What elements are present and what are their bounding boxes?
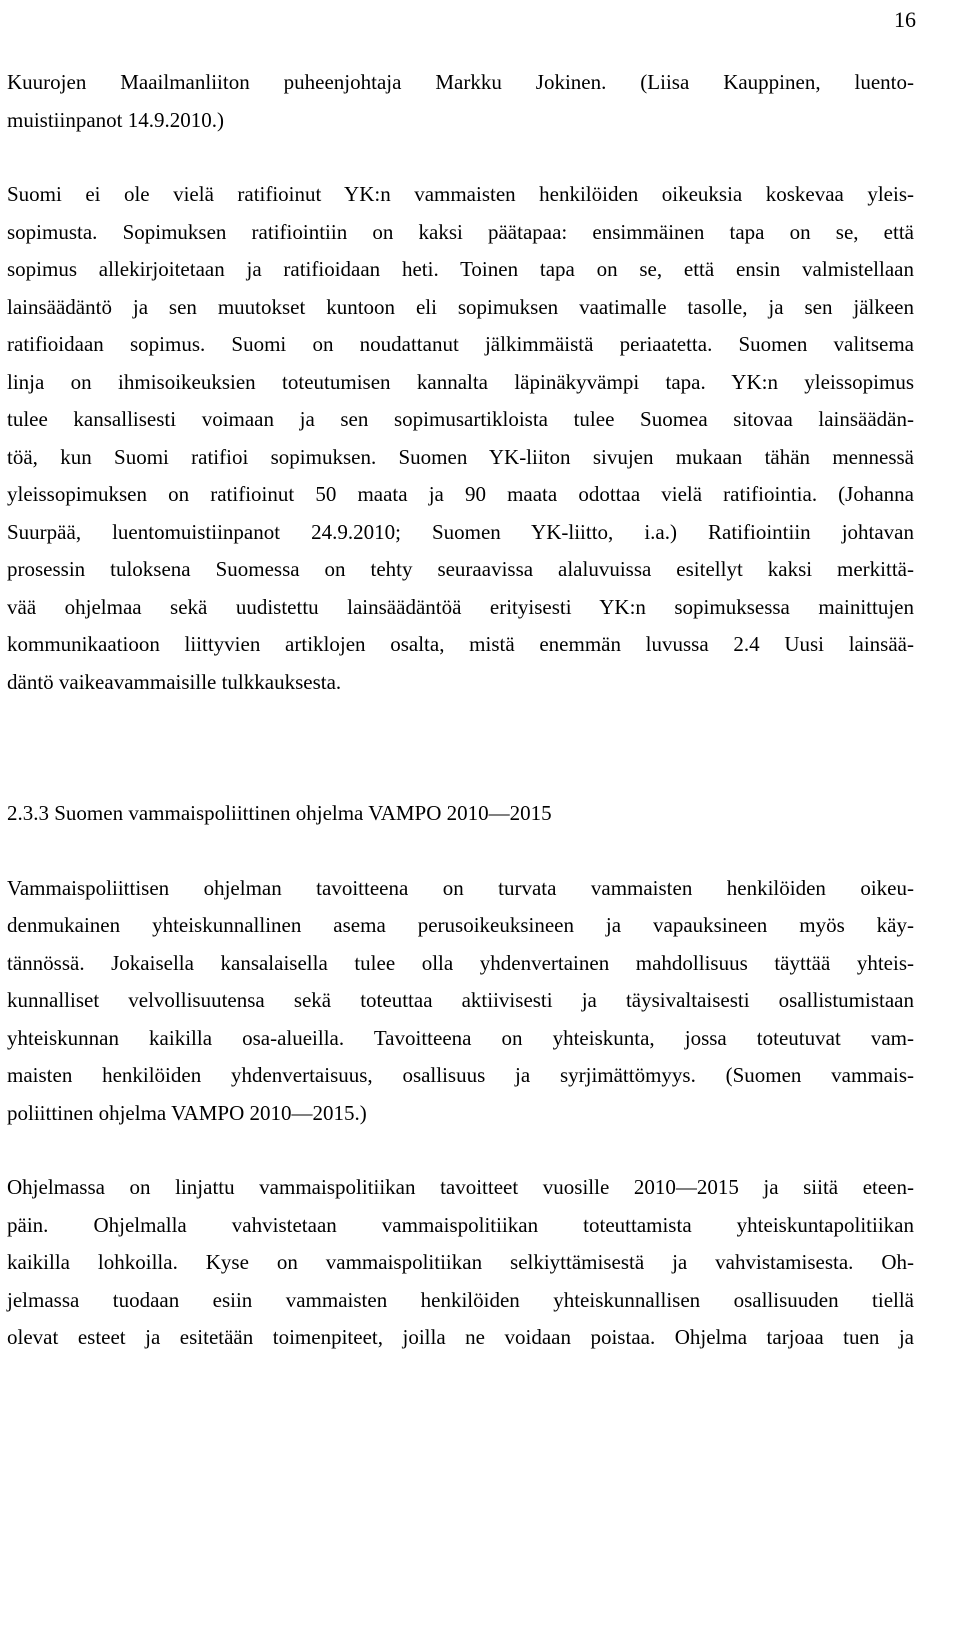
paragraph-program-goal xyxy=(7,870,914,1133)
document-body xyxy=(7,64,914,1357)
text-line: tännössä. Jokaisella kansalaisella tulee olla yhdenvertainen mahdollisuus täyttää yhteis- xyxy=(7,950,914,975)
text-line: Suomi ei ole vielä ratifioinut YK:n vammaisten henkilöiden oikeuksia koskevaa yleis- xyxy=(7,182,914,206)
text-line: prosessin tuloksena Suomessa on tehty seuraavissa alaluvuissa esitellyt kaksi merkittä- xyxy=(7,557,914,581)
paragraph-gap xyxy=(7,139,914,176)
paragraph-citation xyxy=(7,64,914,139)
text-line: lainsäädäntö ja sen muutokset kuntoon eli sopimuksen vaatimalle tasolle, ja sen jälkeen xyxy=(7,294,914,319)
text-line: kaikilla lohkoilla. Kyse on vammaispolitiikan selkiyttämisestä ja vahvistamisesta. Oh- xyxy=(7,1250,914,1274)
text-line: kommunikaatioon liittyvien artiklojen osalta, mistä enemmän luvussa 2.4 Uusi lainsää- xyxy=(7,632,914,656)
text-line: denmukainen yhteiskunnallinen asema perusoikeuksineen ja vapauksineen myös käy- xyxy=(7,913,914,937)
text-line: päin. Ohjelmalla vahvistetaan vammaispolitiikan toteuttamista yhteiskuntapolitiikan xyxy=(7,1212,914,1237)
text-line: tulee kansallisesti voimaan ja sen sopimusartikloista tulee Suomea sitovaa lainsäädän- xyxy=(7,407,914,431)
text-line: Vammaispoliittisen ohjelman tavoitteena on turvata vammaisten henkilöiden oikeu- xyxy=(7,875,914,900)
text-line: linja on ihmisoikeuksien toteutumisen kannalta läpinäkyvämpi tapa. YK:n yleissopimus xyxy=(7,369,914,394)
text-line: maisten henkilöiden yhdenvertaisuus, osallisuus ja syrjimättömyys. (Suomen vammais- xyxy=(7,1063,914,1087)
text-line: yleissopimuksen on ratifioinut 50 maata ja 90 maata odottaa vielä ratifiointia. (Johanna xyxy=(7,482,914,506)
paragraph-program-outline xyxy=(7,1169,914,1357)
text-line: muistiinpanot 14.9.2010.) xyxy=(7,107,224,132)
text-line: olevat esteet ja esitetään toimenpiteet, joilla ne voidaan poistaa. Ohjelma tarjoaa tuen ja xyxy=(7,1325,914,1349)
text-line: kunnalliset velvollisuutensa sekä toteuttaa aktiivisesti ja täysivaltaisesti osallistumistaan xyxy=(7,988,914,1012)
text-line: däntö vaikeavammaisille tulkkauksesta. xyxy=(7,669,342,694)
text-line: Kuurojen Maailmanliiton puheenjohtaja Markku Jokinen. (Liisa Kauppinen, luento- xyxy=(7,70,914,94)
text-line: Ohjelmassa on linjattu vammaispolitiikan tavoitteet vuosille 2010—2015 ja siitä eteen- xyxy=(7,1175,914,1199)
text-line: jelmassa tuodaan esiin vammaisten henkilöiden yhteiskunnallisen osallisuuden tiellä xyxy=(7,1287,914,1312)
text-line: Suurpää, luentomuistiinpanot 24.9.2010; Suomen YK-liitto, i.a.) Ratifiointiin johtavan xyxy=(7,519,914,544)
text-line: ratifioidaan sopimus. Suomi on noudattanut jälkimmäistä periaatetta. Suomen valitsema xyxy=(7,332,914,356)
section-heading: 2.3.3 Suomen vammaispoliittinen ohjelma VAMPO 2010—2015 xyxy=(7,801,552,825)
text-line: poliittinen ohjelma VAMPO 2010—2015.) xyxy=(7,1100,367,1125)
text-line: yhteiskunnan kaikilla osa-alueilla. Tavoitteena on yhteiskunta, jossa toteutuvat vam- xyxy=(7,1025,914,1050)
paragraph-gap xyxy=(7,1132,914,1169)
section-gap xyxy=(7,701,914,795)
text-line: sopimusta. Sopimuksen ratifiointiin on kaksi päätapaa: ensimmäinen tapa on se, että xyxy=(7,219,914,244)
text-line: töä, kun Suomi ratifioi sopimuksen. Suomen YK-liiton sivujen mukaan tähän mennessä xyxy=(7,444,914,469)
text-line: vää ohjelmaa sekä uudistettu lainsäädäntöä erityisesti YK:n sopimuksessa mainittujen xyxy=(7,594,914,619)
paragraph-gap xyxy=(7,833,914,870)
paragraph-ratification xyxy=(7,176,914,701)
text-line: sopimus allekirjoitetaan ja ratifioidaan heti. Toinen tapa on se, että ensin valmistellaan xyxy=(7,257,914,281)
page-number: 16 xyxy=(894,7,916,32)
